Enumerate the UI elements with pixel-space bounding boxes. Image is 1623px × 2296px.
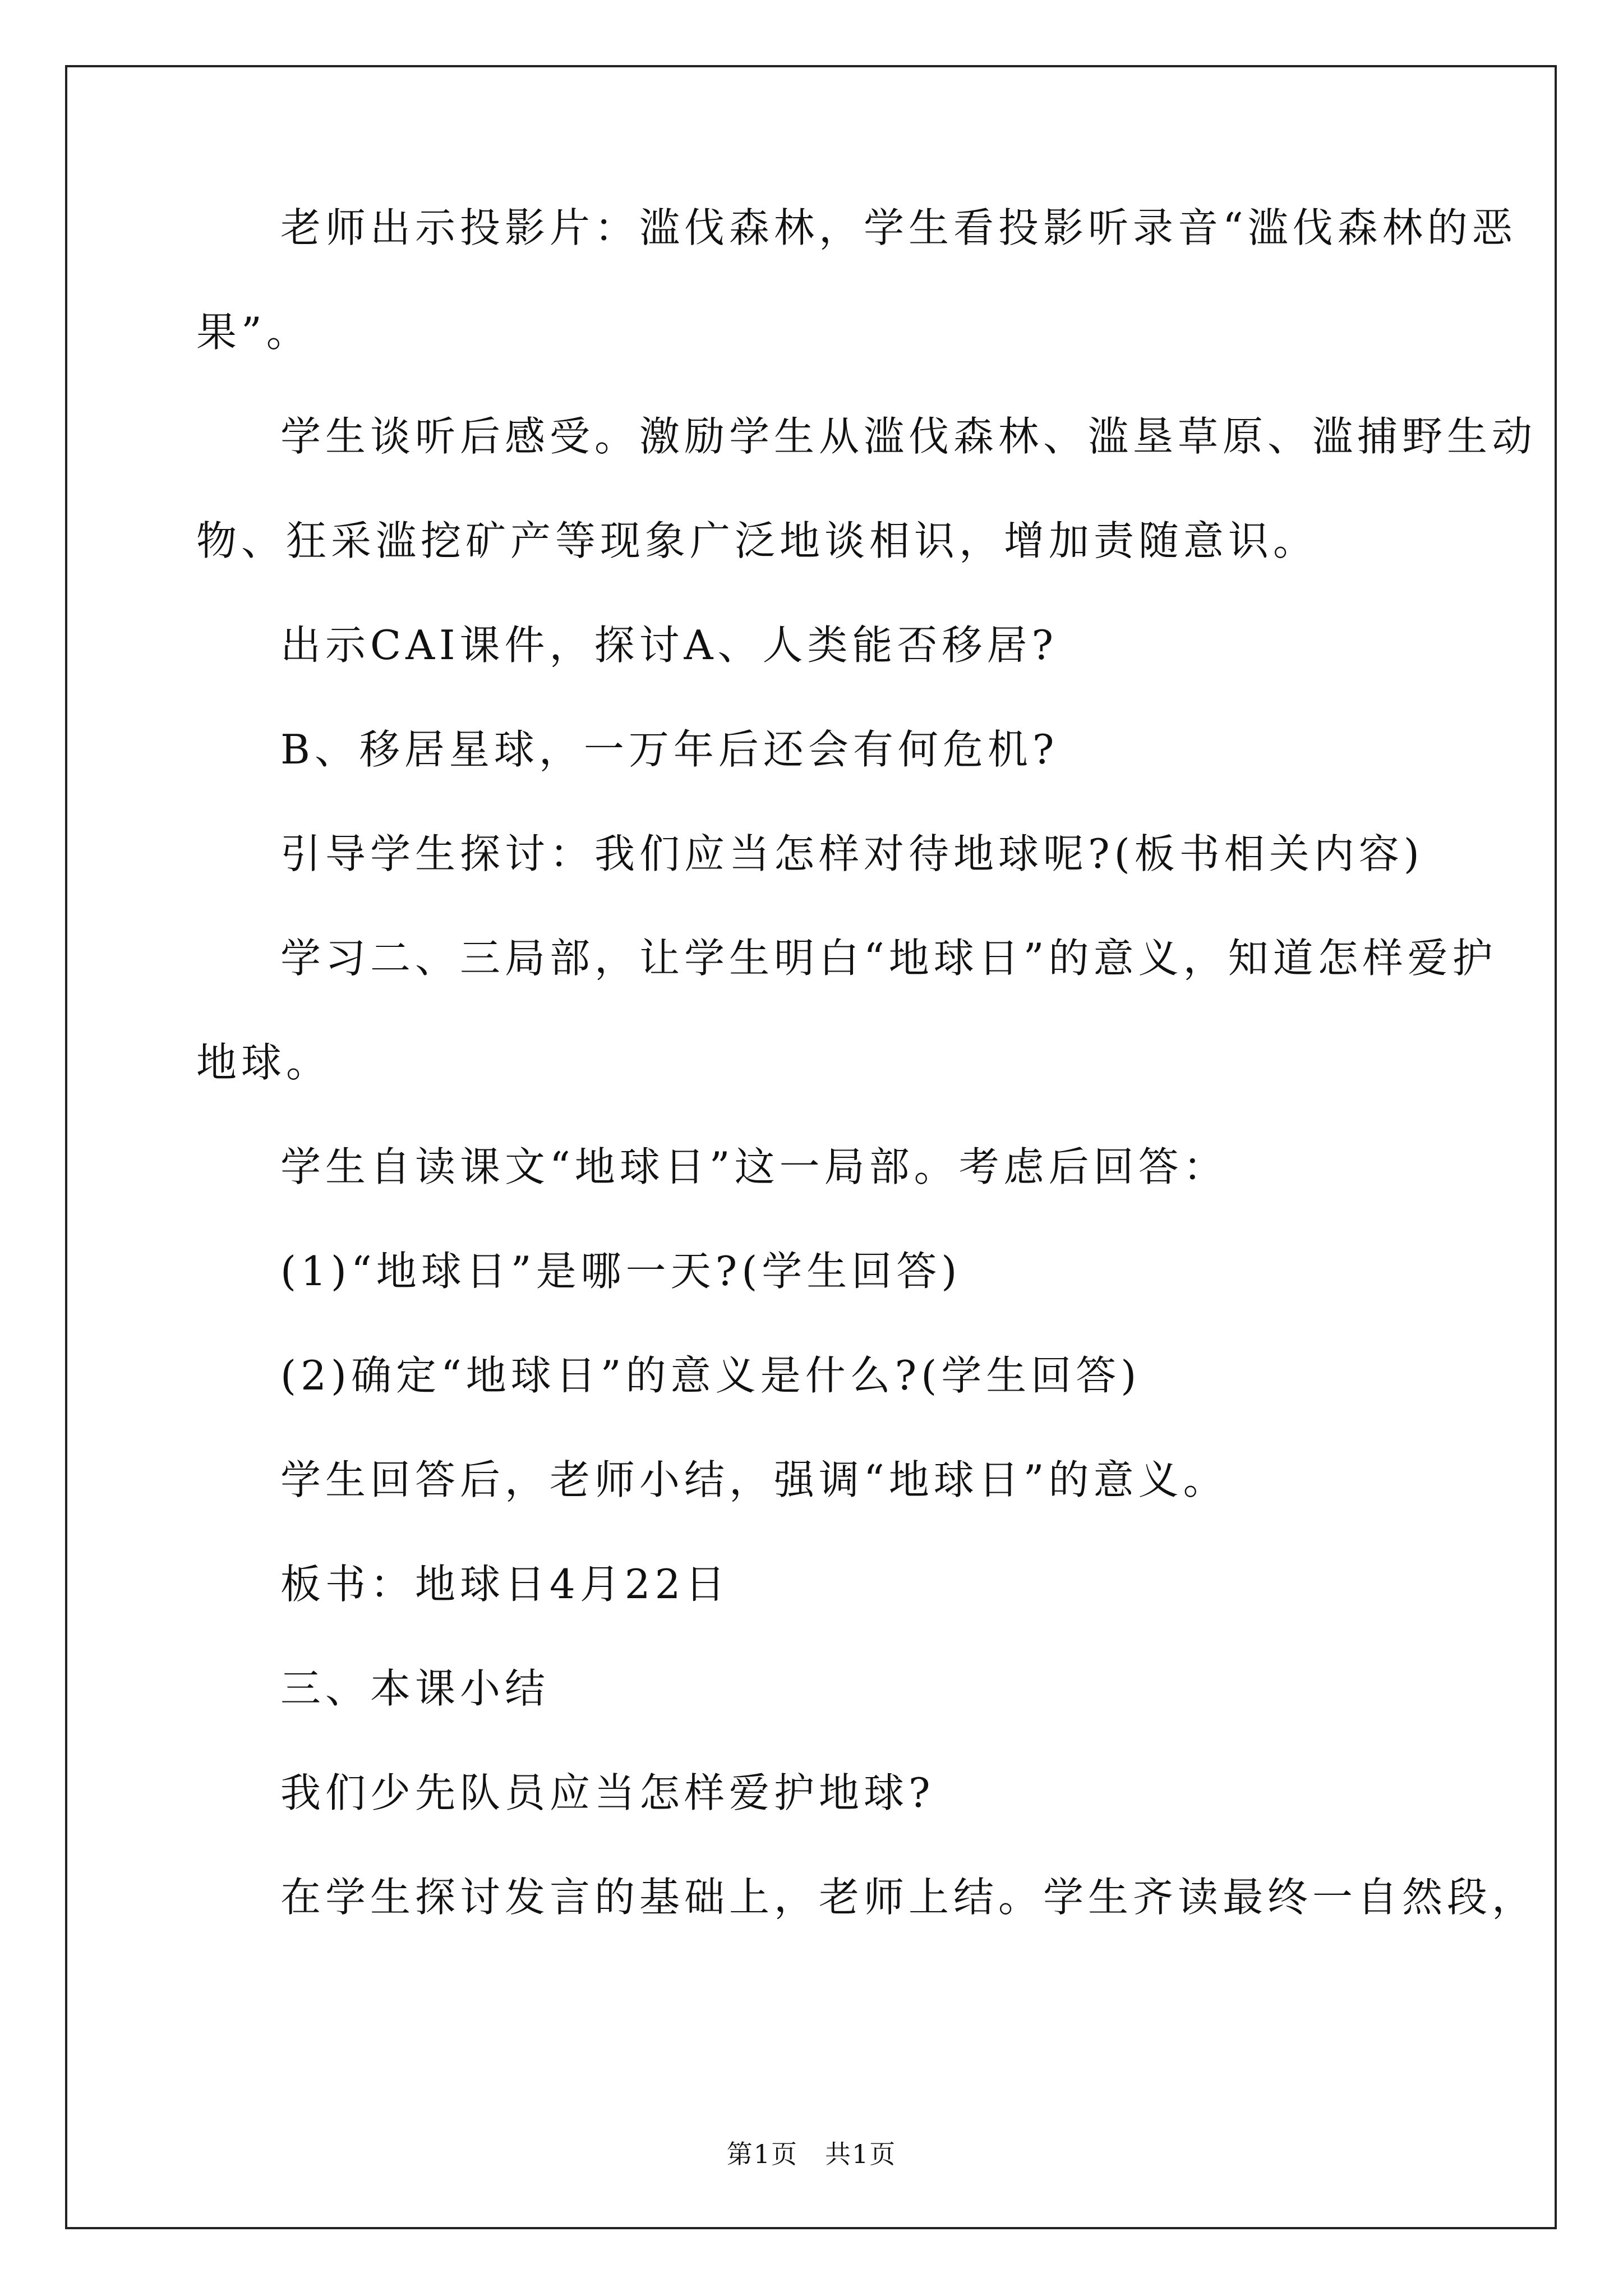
paragraph-line: 学生自读课文“地球日”这一局部。考虑后回答： [280, 1143, 1228, 1190]
paragraph-line: 在学生探讨发言的基础上，老师上结。学生齐读最终一自然段， [280, 1874, 1537, 1921]
paragraph-line: 我们少先队员应当怎样爱护地球? [280, 1769, 935, 1816]
paragraph-line: 出示CAI课件，探讨A、人类能否移居? [280, 622, 1058, 669]
paragraph-line: 果”。 [196, 309, 311, 356]
paragraph-line: 板书：地球日4月22日 [280, 1561, 730, 1608]
paragraph-line: 物、狂采滥挖矿产等现象广泛地谈相识，增加责随意识。 [196, 517, 1318, 564]
paragraph-line: 学生回答后，老师小结，强调“地球日”的意义。 [280, 1456, 1228, 1503]
page-number-footer: 第1页 共1页 [726, 2139, 897, 2169]
paragraph-line: (2)确定“地球日”的意义是什么?(学生回答) [280, 1352, 1141, 1399]
paragraph-line: 学生谈听后感受。激励学生从滥伐森林、滥垦草原、滥捕野生动 [280, 413, 1537, 460]
paragraph-line: (1)“地球日”是哪一天?(学生回答) [280, 1248, 962, 1295]
paragraph-line: 地球。 [196, 1039, 331, 1086]
paragraph-line: 学习二、三局部，让学生明白“地球日”的意义，知道怎样爱护 [280, 935, 1497, 982]
paragraph-line: 引导学生探讨：我们应当怎样对待地球呢?(板书相关内容) [280, 830, 1424, 877]
paragraph-line: 三、本课小结 [280, 1665, 550, 1712]
paragraph-line: 老师出示投影片：滥伐森林，学生看投影听录音“滥伐森林的恶 [280, 204, 1517, 251]
paragraph-line: B、移居星球，一万年后还会有何危机? [280, 726, 1059, 773]
